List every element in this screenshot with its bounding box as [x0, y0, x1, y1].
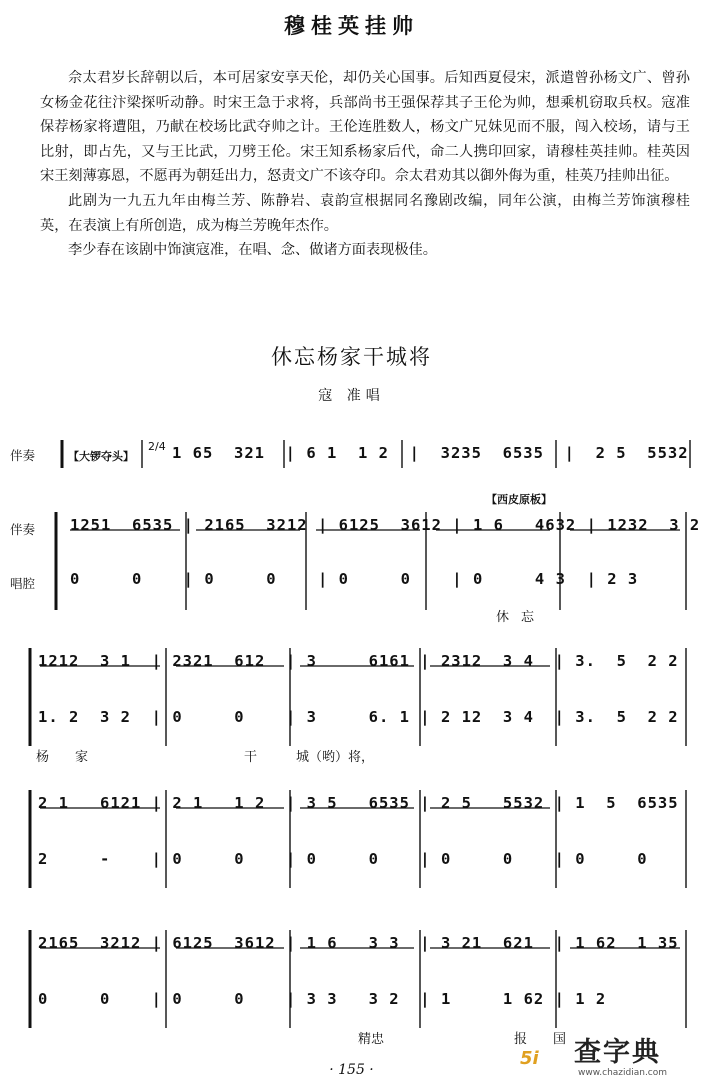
accomp-label: 伴奏 — [10, 448, 36, 463]
time-signature: 2/4 — [148, 440, 166, 453]
intro-percussion-tag: 【大锣夺头】 — [68, 450, 134, 463]
system-2-lyrics: 杨 家 干 城（哟）将， — [36, 750, 375, 765]
system-1-lyrics: 休忘 — [496, 610, 547, 625]
intro-paragraph-3: 李少春在该剧中饰演寇准，在唱、念、做诸方面表现极佳。 — [68, 242, 437, 259]
system-3-vocal: 2 - | 0 0 | 0 0 | 0 0 | 0 0 — [38, 850, 648, 868]
system-3-accomp: 2 1 6121 | 2 1 1 2 | 3 5 6535 | 2 5 5532 | 1 5 6535 — [38, 794, 679, 812]
system-2-accomp: 1212 3 1 | 2321 612 | 3 6161 | 2312 3 4 | 3. 5 2 2 — [38, 652, 679, 670]
system-1-accomp: 1251 6535 | 2165 3212 | 6125 3612 | 1 6 4632 | 1232 3 2 — [70, 516, 701, 534]
song-title: 休忘杨家干城将 — [271, 345, 432, 369]
system-1-vocal: 0 0 | 0 0 | 0 0 | 0 4 3 | 2 3 — [70, 570, 639, 588]
vocal-label-s1: 唱腔 — [10, 576, 36, 591]
mode-tag: 【西皮原板】 — [486, 493, 552, 506]
watermark-url: www.chazidian.com — [578, 1068, 668, 1078]
intro-paragraph-2: 此剧为一九五九年由梅兰芳、陈静岩、袁韵宣根据同名豫剧改编，同年公演，由梅兰芳饰演穆桂英，在表演上有所创造，成为梅兰芳晚年杰作。 — [40, 192, 690, 234]
intro-notation: 1 65 321 | 6 1 1 2 | 3235 6535 | 2 5 5532 — [172, 444, 689, 462]
intro-paragraph-1: 佘太君岁长辞朝以后，本可居家安享天伦，却仍关心国事。后知西夏侵宋，派遣曾孙杨文广、曾孙女杨金花往汴梁探听动静。时宋王急于求将，兵部尚书王强保荐其子王伦为帅，想乘机窃取兵权。寇准保荐杨家将遭阻，乃献在校场比武夺帅之计。王伦连胜数人，杨文广兄妹见而不服，闯入校场，请与王比射，即占先，又与王比武，刀劈王伦。宋王知系杨家后代，命二人携印回家，请穆桂英挂帅。桂英因宋王刻薄寡恩，不愿再为朝廷出力，怒责文广不该夺印。佘太君劝其以御外侮为重，桂英乃挂帅出征。 — [40, 70, 690, 185]
system-4-lyrics: 精忠 报 国 — [358, 1032, 567, 1047]
system-2-vocal: 1. 2 3 2 | 0 0 | 3 6. 1 | 2 12 3 4 | 3. 5 2 2 — [38, 708, 679, 726]
page-number: · 155 · — [329, 1062, 374, 1078]
singer-credit: 寇 准唱 — [318, 388, 385, 404]
watermark-mark: 5i — [520, 1048, 539, 1069]
page-title: 穆桂英挂帅 — [284, 14, 419, 38]
system-4-accomp: 2165 3212 | 6125 3612 | 1 6 3 3 | 3 21 621 | 1 62 1 35 — [38, 934, 679, 952]
accomp-label-s1: 伴奏 — [10, 522, 36, 537]
watermark-logo — [520, 1028, 700, 1084]
watermark-brand: 查字典 — [574, 1037, 661, 1068]
system-4-vocal: 0 0 | 0 0 | 3 3 3 2 | 1 1 62 | 1 2 — [38, 990, 607, 1008]
